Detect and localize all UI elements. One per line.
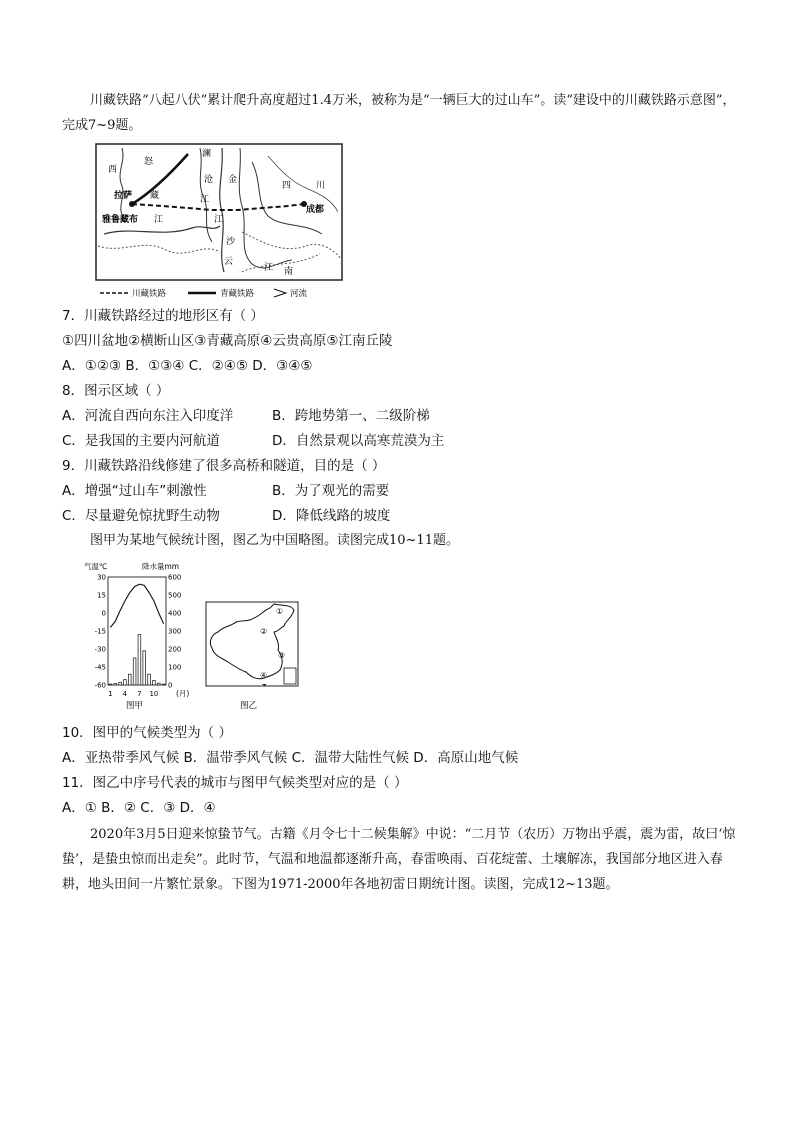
map-label-zang: 藏 (150, 191, 160, 201)
q10-stem: 10．图甲的气候类型为（ ） (62, 725, 232, 741)
railway-map (92, 142, 348, 300)
q9-option-c: C．尽量避免惊扰野生动物 (62, 508, 220, 524)
precip-bar (119, 682, 122, 685)
precip-bar (153, 681, 156, 686)
precip-bar (114, 684, 117, 685)
temp-axis-label: 气温℃ (84, 562, 108, 571)
x-unit: (月) (176, 689, 190, 698)
map-label-jin: 金 (228, 175, 238, 185)
map-label-cang: 沧 (204, 175, 214, 185)
q9-stem: 9．川藏铁路沿线修建了很多高桥和隧道，目的是（ ） (62, 458, 386, 474)
precip-axis-label: 降水量mm (142, 562, 180, 571)
q9-option-d: D．降低线路的坡度 (272, 508, 391, 524)
x-tick-label: 4 (122, 690, 128, 698)
temp-tick-label: 0 (101, 609, 106, 618)
q8-option-a: A．河流自西向东注入印度洋 (62, 408, 234, 424)
legend-qingzang: 青藏铁路 (220, 289, 255, 299)
map-label-jiang4: 江 (264, 263, 274, 273)
map-label-jiang2: 江 (200, 195, 210, 205)
map-label-lasa: 拉萨 (114, 191, 133, 201)
temp-tick-label: 30 (97, 573, 106, 582)
map-label-nu: 怒 (144, 157, 154, 167)
caption-jia: 图甲 (126, 701, 144, 710)
precip-bar (133, 658, 136, 685)
q8-option-b: B．跨地势第一、二级阶梯 (272, 408, 430, 424)
q11-stem: 11．图乙中序号代表的城市与图甲气候类型对应的是（ ） (62, 775, 408, 791)
precip-bar (148, 674, 151, 685)
marker-4: ④ (260, 671, 268, 680)
precip-bar (109, 684, 112, 685)
map-label-yun: 云 (224, 257, 234, 267)
precip-tick-label: 200 (168, 645, 182, 654)
map-label-lan: 澜 (202, 149, 212, 159)
marker-3: ③ (278, 651, 286, 660)
precip-tick-label: 100 (168, 663, 182, 672)
marker-1: ① (276, 607, 284, 616)
q8-option-c: C．是我国的主要内河航道 (62, 433, 220, 449)
temp-tick-label: -15 (94, 627, 106, 636)
precip-bar (124, 680, 127, 685)
temp-tick-label: -45 (94, 663, 106, 672)
marker-2: ② (260, 627, 268, 636)
intro-q12-13: 2020年3月5日迎来惊蛰节气。古籍《月令七十二候集解》中说：“二月节（农历）万物出乎震，震为雷，故曰‘惊蛰’，是蛰虫惊而出走矣”。此时节，气温和地温都逐渐升高，春雷唤雨、百花绽蕾、土壤解冻，我国部分地区进入春耕，地头田间一片繁忙景象。下图为1971-2000年各地初雷日期统计图。读图，完成12~13题。 (62, 827, 736, 892)
q8-stem: 8．图示区域（ ） (62, 383, 170, 399)
temp-tick-label: -30 (94, 645, 106, 654)
q7-stem: 7．川藏铁路经过的地形区有（ ） (62, 308, 264, 324)
map-label-nan: 南 (284, 267, 294, 277)
precip-tick-label: 400 (168, 609, 182, 618)
legend-river: 河流 (290, 289, 308, 299)
precip-bar (138, 635, 141, 685)
q9-option-a: A．增强“过山车”刺激性 (62, 483, 207, 499)
map-label-si: 四 (282, 181, 292, 191)
temp-tick-label: 15 (97, 591, 106, 600)
precip-bar (157, 683, 160, 685)
temp-tick-label: -60 (94, 681, 106, 690)
caption-yi: 图乙 (240, 701, 258, 711)
q7-options: A．①②③ B．①③④ C．②④⑤ D．③④⑤ (62, 358, 313, 374)
q11-options: A．① B．② C．③ D．④ (62, 800, 216, 816)
q10-options: A．亚热带季风气候 B．温带季风气候 C．温带大陆性气候 D．高原山地气候 (62, 750, 519, 766)
precip-bar (162, 684, 165, 685)
map-label-chengdu: 成都 (306, 205, 325, 215)
x-tick-label: 7 (137, 690, 142, 698)
precip-tick-label: 600 (168, 573, 182, 582)
map-label-yalu: 雅鲁藏布 (102, 215, 139, 225)
precip-bar (128, 674, 131, 685)
precip-tick-label: 0 (168, 681, 173, 690)
map-label-chuan: 川 (316, 181, 326, 191)
legend-chuanzang: 川藏铁路 (132, 289, 167, 299)
china-map (204, 600, 304, 712)
intro-q10-11: 图甲为某地气候统计图，图乙为中国略图。读图完成10~11题。 (90, 533, 459, 548)
map-label-jiang: 江 (154, 215, 164, 225)
climate-chart (84, 560, 194, 710)
x-tick-label: 10 (149, 690, 159, 698)
precip-tick-label: 500 (168, 591, 182, 600)
map-label-sha: 沙 (226, 237, 236, 247)
precip-bar (143, 651, 146, 685)
precip-tick-label: 300 (168, 627, 182, 636)
q8-option-d: D．自然景观以高寒荒漠为主 (272, 433, 445, 449)
map-label-jiang3: 江 (214, 215, 224, 225)
q9-option-b: B．为了观光的需要 (272, 483, 390, 499)
temp-line (110, 584, 163, 627)
map-label-xi: 西 (108, 165, 118, 175)
intro-q7-9: 川藏铁路“八起八伏”累计爬升高度超过1.4万米，被称为是“一辆巨大的过山车”。读“建设中的川藏铁路示意图”，完成7~9题。 (62, 93, 736, 133)
x-tick-label: 1 (108, 690, 113, 698)
q7-items: ①四川盆地②横断山区③青藏高原④云贵高原⑤江南丘陵 (62, 333, 393, 349)
